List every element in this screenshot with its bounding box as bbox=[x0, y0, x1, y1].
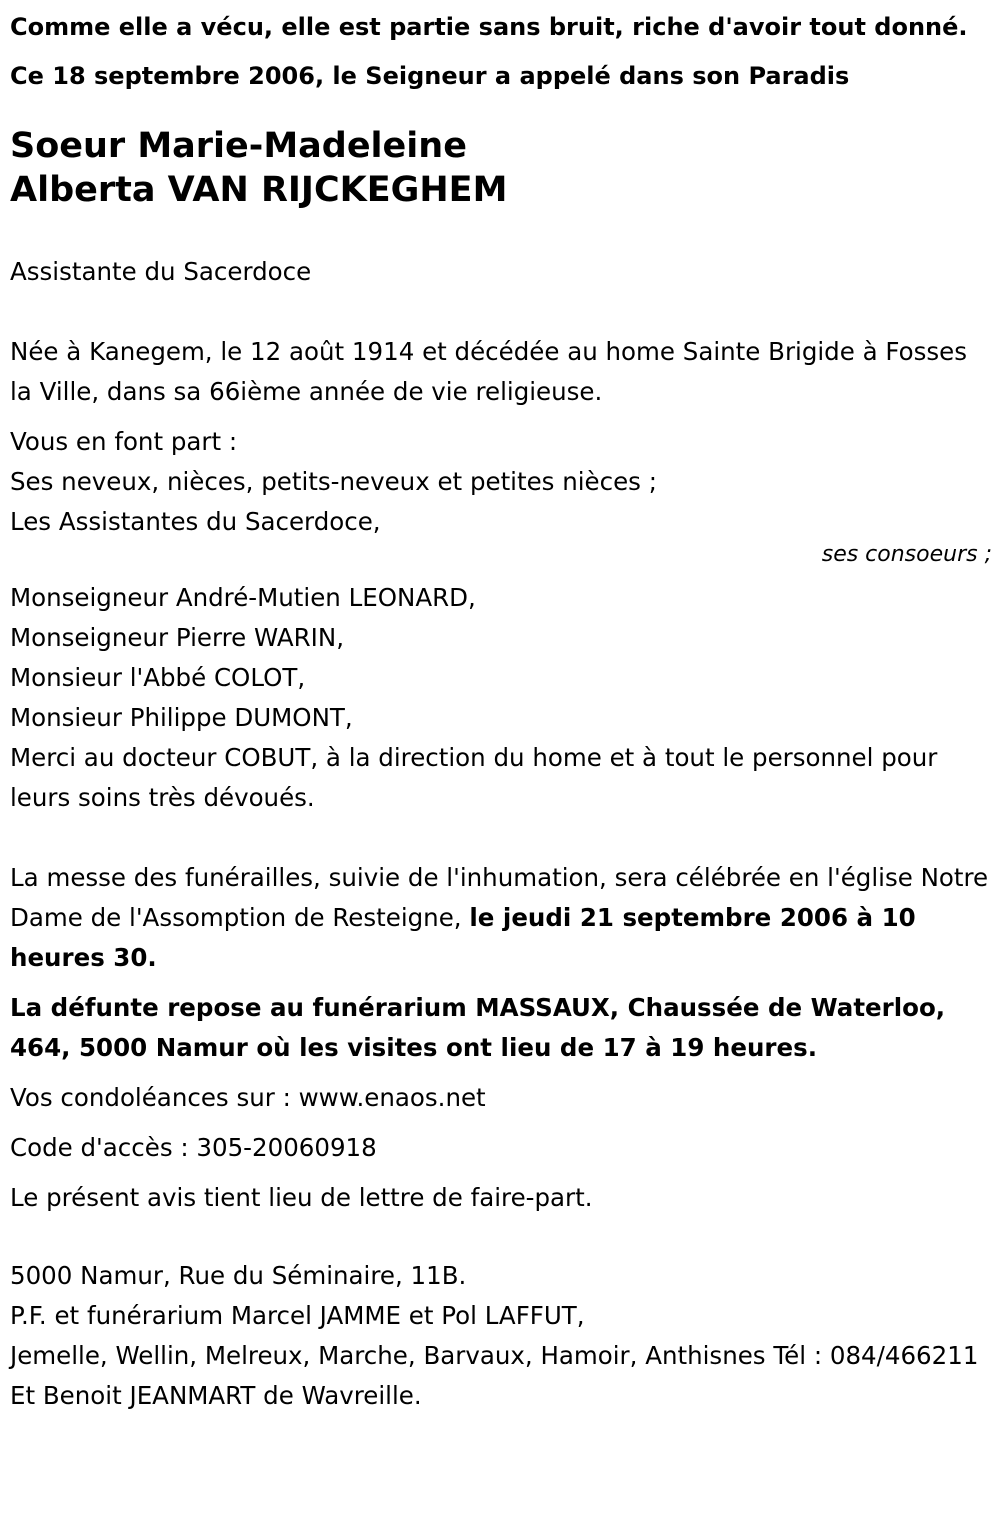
obituary-notice bbox=[10, 8, 992, 1416]
clergy-item: Monseigneur André-Mutien LEONARD, bbox=[10, 583, 476, 612]
deceased-name-line1: Soeur Marie-Madeleine bbox=[10, 126, 467, 166]
footer-benoit: Et Benoit JEANMART de Wavreille. bbox=[10, 1381, 422, 1410]
announcers-assistants: Les Assistantes du Sacerdoce, bbox=[10, 507, 381, 536]
thanks-message: Merci au docteur COBUT, à la direction du home et à tout le personnel pour leurs soins très dévoués. bbox=[10, 743, 938, 812]
deceased-name bbox=[10, 124, 992, 212]
funeral-home-footer bbox=[10, 1256, 992, 1416]
announcers-assistants-note: ses consoeurs ; bbox=[821, 542, 992, 567]
access-code: Code d'accès : 305-20060918 bbox=[10, 1133, 377, 1162]
footer-funeral-home: P.F. et funérarium Marcel JAMME et Pol LAFFUT, bbox=[10, 1301, 585, 1330]
condolences-website: Vos condoléances sur : www.enaos.net bbox=[10, 1083, 486, 1112]
footer-address: 5000 Namur, Rue du Séminaire, 11B. bbox=[10, 1261, 467, 1290]
announcers-family: Ses neveux, nièces, petits-neveux et petites nièces ; bbox=[10, 467, 657, 496]
intro-announcement: Ce 18 septembre 2006, le Seigneur a appelé dans son Paradis bbox=[10, 62, 850, 90]
deceased-name-line2: Alberta VAN RIJCKEGHEM bbox=[10, 170, 508, 210]
clergy-item: Monsieur Philippe DUMONT, bbox=[10, 703, 353, 732]
funeral-details bbox=[10, 858, 992, 978]
announcers-section bbox=[10, 422, 992, 818]
repose-info: La défunte repose au funérarium MASSAUX, Chaussée de Waterloo, 464, 5000 Namur où les visites ont lieu de 17 à 19 heures. bbox=[10, 993, 946, 1062]
intro-quote: Comme elle a vécu, elle est partie sans bruit, riche d'avoir tout donné. bbox=[10, 13, 968, 41]
announcers-heading: Vous en font part : bbox=[10, 427, 238, 456]
clergy-item: Monsieur l'Abbé COLOT, bbox=[10, 663, 306, 692]
clergy-item: Monseigneur Pierre WARIN, bbox=[10, 623, 345, 652]
funeral-date: le jeudi 21 septembre 2006 à 10 heures 30. bbox=[10, 903, 916, 972]
funeral-text: La messe des funérailles, suivie de l'inhumation, sera célébrée en l'église Notre Dame de l'Assomption de Resteigne, bbox=[10, 863, 989, 932]
deceased-title: Assistante du Sacerdoce bbox=[10, 257, 312, 286]
faire-part-notice: Le présent avis tient lieu de lettre de faire-part. bbox=[10, 1183, 593, 1212]
birth-death-info: Née à Kanegem, le 12 août 1914 et décédée au home Sainte Brigide à Fosses la Ville, dans sa 66ième année de vie religieuse. bbox=[10, 337, 967, 406]
footer-locations: Jemelle, Wellin, Melreux, Marche, Barvaux, Hamoir, Anthisnes Tél : 084/466211 bbox=[10, 1341, 979, 1370]
